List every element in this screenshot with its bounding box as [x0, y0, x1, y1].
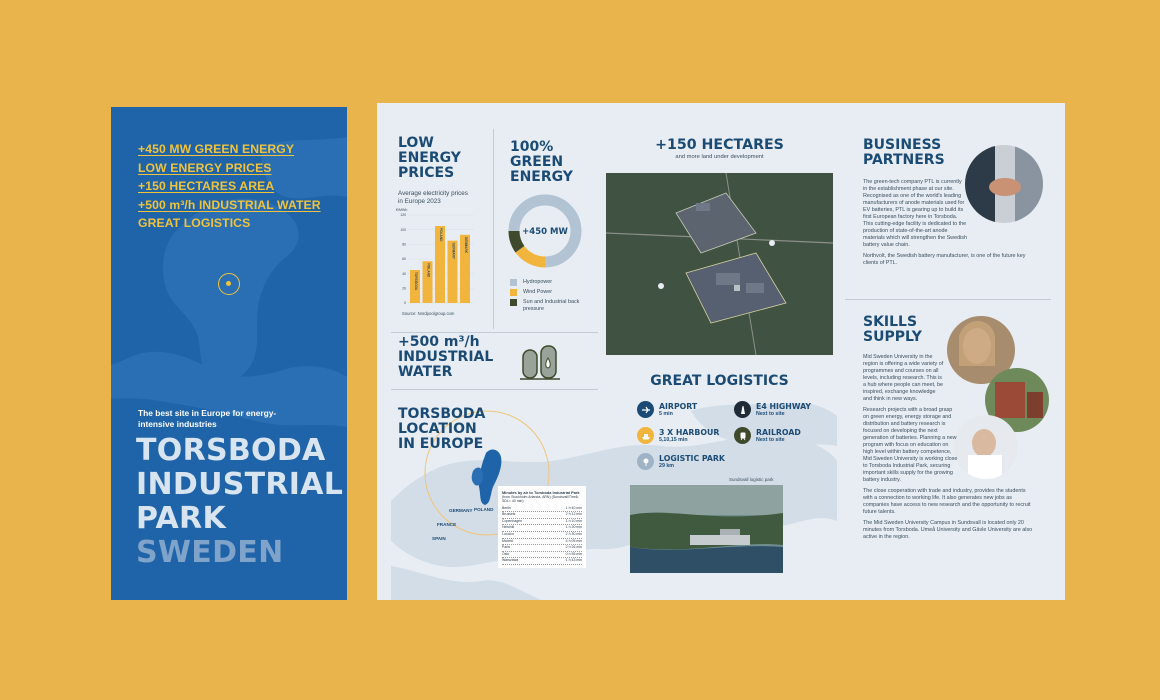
legend-item — [510, 299, 593, 312]
paragraph: Mid Sweden University in the region is offering a wide variety of programmes and courses on all levels, including research. This is a hub where people can meet, be inspired, exchange knowledge and think in new ways. — [863, 354, 944, 402]
cover-title — [136, 434, 343, 570]
train-icon — [734, 427, 751, 444]
highlight-item: +500 m³/h INDUSTRIAL WATER — [138, 197, 321, 212]
heading-line: LOCATION — [398, 421, 477, 437]
photo-caption: Sundsvall logistic park — [729, 477, 774, 482]
tagline: The best site in Europe for energy-intensive industries — [138, 408, 277, 429]
cover-title-country: SWEDEN — [136, 535, 284, 570]
highlight-item: LOW ENERGY PRICES — [138, 160, 272, 175]
aerial-site-photo — [606, 173, 833, 355]
logistic-park-icon — [637, 453, 654, 470]
logistics-heading: GREAT LOGISTICS — [650, 373, 789, 389]
skills-supply-text — [863, 354, 1035, 545]
category-label: GERMANY — [451, 242, 456, 259]
heading-line: 100% — [510, 139, 554, 155]
green-energy-heading — [510, 140, 573, 185]
logistics-airport — [637, 401, 697, 418]
heading-line: IN EUROPE — [398, 436, 484, 452]
legend-swatch — [510, 299, 517, 306]
y-tick-label: 0 — [404, 301, 406, 306]
highlight-item: GREAT LOGISTICS — [138, 216, 251, 231]
divider — [845, 299, 1051, 300]
legend-label: Hydropower — [523, 279, 553, 285]
logistics-name: E4 HIGHWAY — [756, 401, 812, 411]
category-label: FINLAND — [426, 263, 431, 278]
y-tick-label: 40 — [402, 271, 406, 276]
business-partners-text — [863, 179, 1035, 271]
table-row: Oslo 0 h 55 min — [502, 552, 582, 559]
airplane-icon — [637, 401, 654, 418]
divider — [391, 389, 598, 390]
flight-times-table — [498, 486, 586, 568]
paragraph: Northvolt, the Swedish battery manufacturer, is one of the future key clients of PTL. — [863, 253, 1026, 266]
logistics-name: RAILROAD — [756, 427, 801, 437]
heading-line: ENERGY — [398, 150, 461, 166]
category-label: DENMARK — [464, 236, 468, 254]
heading-line: PARTNERS — [863, 152, 945, 168]
logistics-name: 3 X HARBOUR — [659, 427, 720, 437]
table-row: Berlin 1 h 40 min — [502, 506, 582, 513]
logistics-park — [637, 453, 725, 470]
legend-item — [510, 279, 593, 286]
logistics-harbour — [637, 427, 719, 444]
hectares-heading: +150 HECTARES — [655, 137, 784, 153]
logistics-name: LOGISTIC PARK — [659, 453, 725, 463]
heading-line: LOW — [398, 135, 434, 151]
table-row: Brussels 2 h 12 min — [502, 512, 582, 519]
heading-line: SUPPLY — [863, 329, 922, 345]
front-cover-panel — [111, 107, 347, 600]
logistics-detail: Next to site — [756, 410, 785, 417]
divider — [391, 332, 598, 333]
energy-price-bar-chart — [394, 205, 480, 311]
logistics-railroad — [734, 427, 801, 444]
logistics-highway — [734, 401, 811, 418]
table-row: London 2 h 30 min — [502, 532, 582, 539]
table-title: Minutes by air to Torsboda Industrial Park — [502, 490, 580, 495]
category-label: TORSBODA — [414, 272, 418, 291]
table-row: Paris 2 h 26 min — [502, 545, 582, 552]
donut-center-label: +450 MW — [522, 227, 568, 237]
location-heading — [398, 407, 485, 452]
logistics-detail: 29 km — [659, 462, 675, 469]
map-label-germany: GERMANY — [449, 508, 473, 513]
y-tick-label: 120 — [400, 213, 406, 218]
paragraph: The Mid Sweden University Campus in Sundsvall is located only 20 minutes from Torsboda. Umeå University and Gävle University are also active in the region. — [863, 520, 1033, 540]
table-row: Madrid 4 h 05 min — [502, 539, 582, 546]
highlight-item: +450 MW GREEN ENERGY — [138, 142, 295, 156]
energy-prices-heading — [398, 136, 461, 181]
legend-swatch — [510, 289, 517, 296]
highway-icon — [734, 401, 751, 418]
water-tank-icon — [520, 340, 560, 382]
chart-source: Source: Nordpoolgroup.com — [402, 311, 455, 316]
heading-line: BUSINESS — [863, 137, 942, 153]
y-tick-label: 100 — [400, 227, 406, 232]
heading-line: WATER — [398, 364, 453, 380]
inner-spread — [377, 103, 1065, 600]
logistics-detail: 5,10,15 min — [659, 436, 688, 443]
paragraph: Research projects with a broad grasp on green energy, energy storage and distribution and battery research is focused on developing the next generation of batteries. Planning a new program with focus on education on high level within battery competence, Mid Sweden University is working close to Torsboda Industrial Park, securing important skills supply for the growing battery industry. — [863, 407, 958, 483]
skills-supply-heading — [863, 315, 922, 345]
cover-title-line: TORSBODA — [136, 433, 326, 468]
highlights-list — [138, 140, 321, 233]
table-subtitle: (from Stockholm Arlanda, ARN) (Sundsvall/Timrå, SDL= 40 min) — [502, 495, 579, 504]
table-row: Warszawa 1 h 43 min — [502, 558, 582, 565]
heading-line: GREEN — [510, 154, 564, 170]
legend-label: Wind Power — [523, 289, 553, 295]
heading-line: SKILLS — [863, 314, 918, 330]
y-axis-label: €/MWh — [396, 208, 408, 212]
heading-line: ENERGY — [510, 169, 573, 185]
ship-icon — [637, 427, 654, 444]
energy-prices-subtitle: Average electricity prices in Europe 2023 — [398, 190, 468, 205]
paragraph: The close cooperation with trade and industry, provides the students with a connection to working life. It also generates new jobs as companies have access to new research and the opportunity to recruit future talents. — [863, 488, 1031, 515]
hectares-subtitle: and more land under development — [675, 154, 764, 160]
location-pin-icon — [218, 273, 240, 295]
cover-title-line: INDUSTRIAL — [136, 467, 344, 502]
logistics-name: AIRPORT — [659, 401, 698, 411]
map-label-france: FRANCE — [437, 522, 457, 527]
logistics-detail: 5 min — [659, 410, 673, 417]
highlight-item: +150 HECTARES AREA — [138, 179, 275, 194]
logistics-detail: Next to site — [756, 436, 785, 443]
harbour-photo — [630, 485, 783, 573]
divider — [493, 129, 494, 329]
legend-label: Sun and Industrial back pressure — [523, 299, 580, 312]
donut-slice — [520, 249, 545, 262]
business-partners-heading — [863, 138, 945, 168]
industrial-water-heading — [398, 335, 493, 380]
donut-slice — [514, 231, 520, 249]
map-label-poland: POLAND — [474, 507, 494, 512]
heading-line: INDUSTRIAL — [398, 349, 494, 365]
map-label-spain: SPAIN — [432, 536, 446, 541]
heading-line: PRICES — [398, 165, 455, 181]
energy-mix-legend — [510, 279, 593, 315]
table-row: Copenhagen 1 h 10 min — [502, 519, 582, 526]
heading-line: TORSBODA — [398, 406, 486, 422]
category-label: POLAND — [439, 228, 443, 242]
paragraph: The green-tech company PTL is currently in the establishment phase at our site. Recognised as one of the world's leading manufacturers of anode materials used for EV batteries, PTL is gearing up to build its first European factory here in Torsboda. This cutting-edge facility is dedicated to the production of state-of-the-art anode materials which will strengthen the Swedish battery value chain. — [863, 179, 967, 248]
y-tick-label: 80 — [402, 242, 406, 247]
legend-item — [510, 289, 593, 296]
energy-mix-donut — [507, 193, 583, 269]
y-tick-label: 60 — [402, 257, 406, 262]
cover-title-line: PARK — [136, 501, 226, 536]
legend-swatch — [510, 279, 517, 286]
y-tick-label: 20 — [402, 286, 406, 291]
heading-line: +500 m³/h — [398, 334, 480, 350]
table-row: Helsinki 1 h 20 min — [502, 525, 582, 532]
